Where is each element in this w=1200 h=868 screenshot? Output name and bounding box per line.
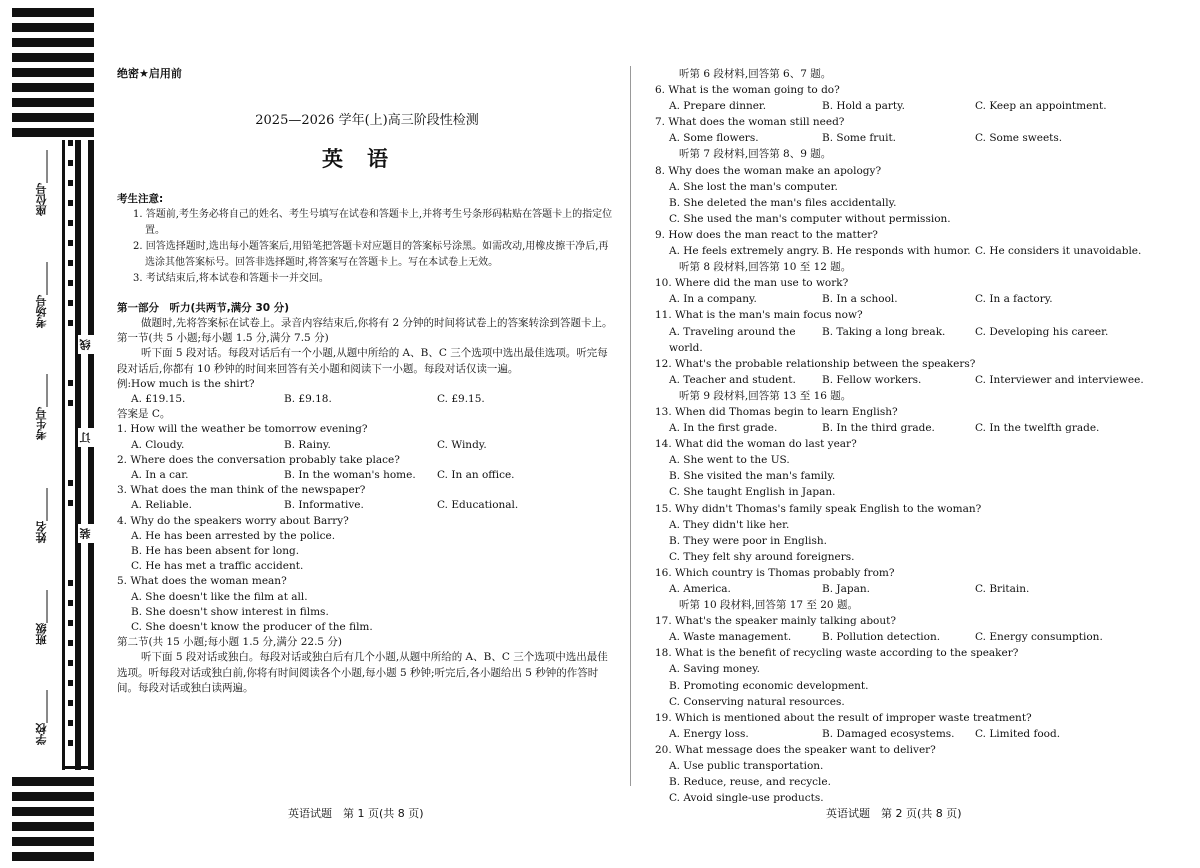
option: B. Reduce, reuse, and recycle. (669, 776, 831, 789)
option: B. In the third grade. (822, 422, 935, 435)
option: C. Britain. (975, 583, 1030, 595)
question-10: 10. Where did the man use to work? (655, 277, 849, 290)
question-6: 6. What is the woman going to do? (655, 84, 840, 97)
option: A. In a company. (669, 293, 757, 306)
option: A. Reliable. (131, 499, 192, 512)
page-footer-left: 英语试题 第 1 页(共 8 页) (288, 807, 424, 820)
option: C. She taught English in Japan. (669, 486, 836, 499)
binding-field-room: 考场号______ (35, 262, 48, 328)
subject-title: 英语 (322, 147, 412, 172)
binding-bar (12, 38, 94, 47)
dialogue-9-directions: 听第 9 段材料,回答第 13 至 16 题。 (679, 389, 852, 402)
option: C. £9.15. (437, 393, 485, 406)
question-7: 7. What does the woman still need? (655, 116, 845, 129)
option: C. Windy. (437, 438, 487, 451)
option: B. Some fruit. (822, 132, 896, 145)
question-3-options (117, 498, 617, 513)
option: B. He has been absent for long. (131, 545, 300, 558)
dialogue-10-directions: 听第 10 段材料,回答第 17 至 20 题。 (679, 599, 858, 612)
option: C. He considers it unavoidable. (975, 245, 1142, 258)
part1-heading: 第一部分 听力(共两节,满分 30 分) (117, 301, 290, 314)
option: B. Rainy. (284, 438, 331, 451)
binding-bar (12, 777, 94, 786)
option: A. America. (669, 583, 731, 595)
binding-field-examinee-no: 考生号______ (35, 374, 48, 440)
binding-strip (0, 0, 100, 868)
section1-heading: 第一节(共 5 小题;每小题 1.5 分,满分 7.5 分) (117, 332, 329, 345)
option: A. They didn't like her. (669, 518, 790, 531)
section2-directions: 听下面 5 段对话或独白。每段对话或独白后有几个小题,从题中所给的 A、B、C 三个选项中选出最佳选项。听每段对话或独白前,你将有时间阅读各个小题,每小题 5 秒钟;听完后,各小题给出 5 秒钟的作答时间。每段对话或独白读两遍。 (117, 651, 608, 694)
question-16-options (655, 581, 1155, 597)
question-18: 18. What is the benefit of recycling waste according to the speaker? (655, 647, 1019, 660)
option: B. She visited the man's family. (669, 470, 836, 483)
part1-intro: 做题时,先将答案标在试卷上。录音内容结束后,你将有 2 分钟的时间将试卷上的答案转涂到答题卡上。 (141, 317, 613, 330)
binding-mark-line: 线 (78, 335, 94, 354)
binding-field-seat: 座位号______ (35, 150, 48, 216)
option: A. He feels extremely angry. (669, 245, 820, 258)
binding-mark-bind: 装 (78, 524, 94, 543)
question-19: 19. Which is mentioned about the result of improper waste treatment? (655, 711, 1032, 724)
option: B. Damaged ecosystems. (822, 727, 955, 740)
right-page (655, 66, 1155, 806)
binding-bar (12, 128, 94, 137)
room-label: 考场号 (35, 295, 48, 328)
option: B. Taking a long break. (822, 325, 946, 338)
option: A. He has been arrested by the police. (131, 529, 336, 542)
question-13-options (655, 420, 1155, 436)
option: C. Conserving natural resources. (669, 695, 845, 708)
question-1-options (117, 438, 617, 453)
binding-bar (12, 23, 94, 32)
option: B. He responds with humor. (822, 245, 971, 258)
option: A. Some flowers. (669, 132, 759, 145)
binding-bar (12, 807, 94, 816)
option: C. In an office. (437, 469, 515, 482)
notice-list (117, 207, 617, 287)
question-4: 4. Why do the speakers worry about Barry? (117, 514, 349, 527)
binding-line (75, 140, 81, 770)
option: C. He has met a traffic accident. (131, 560, 304, 573)
binding-field-class: 班级______ (35, 590, 48, 645)
binding-bar (12, 792, 94, 801)
option: C. They felt shy around foreigners. (669, 550, 855, 563)
question-10-options (655, 291, 1155, 307)
option: B. £9.18. (284, 393, 332, 406)
page-divider (630, 66, 631, 786)
option: B. In the woman's home. (284, 469, 416, 482)
option: C. She used the man's computer without permission. (669, 212, 951, 225)
option: B. Informative. (284, 499, 364, 512)
dialogue-8-directions: 听第 8 段材料,回答第 10 至 12 题。 (679, 261, 852, 274)
option: A. Prepare dinner. (669, 100, 767, 113)
option: A. Energy loss. (669, 727, 749, 740)
option: B. Fellow workers. (822, 373, 922, 386)
binding-bar (12, 822, 94, 831)
dialogue-7-directions: 听第 7 段材料,回答第 8、9 题。 (679, 148, 832, 161)
option: C. Avoid single-use products. (669, 792, 824, 805)
option: C. Limited food. (975, 727, 1061, 740)
notice-item: 3. 考试结束后,将本试卷和答题卡一并交回。 (133, 272, 329, 284)
binding-bar (12, 8, 94, 17)
option: C. In a factory. (975, 293, 1053, 306)
binding-field-school: 学校______ (35, 690, 48, 745)
binding-bar (12, 98, 94, 107)
class-label: 班级 (35, 623, 48, 645)
page-footer-right: 英语试题 第 2 页(共 8 页) (826, 807, 962, 820)
option: A. Waste management. (669, 631, 792, 644)
option: A. In the first grade. (669, 422, 778, 435)
option: C. Keep an appointment. (975, 100, 1107, 113)
dialogue-6-directions: 听第 6 段材料,回答第 6、7 题。 (679, 68, 832, 80)
binding-bar (12, 68, 94, 77)
examinee-no-label: 考生号 (35, 407, 48, 440)
question-9-options (655, 243, 1155, 259)
binding-bar (12, 837, 94, 846)
question-17-options (655, 629, 1155, 645)
option: A. Teacher and student. (669, 373, 796, 386)
binding-line (62, 140, 65, 770)
option: A. In a car. (131, 469, 189, 482)
question-15: 15. Why didn't Thomas's family speak English to the woman? (655, 502, 982, 515)
option: A. £19.15. (131, 393, 186, 406)
exam-title: 2025—2026 学年(上)高三阶段性检测 (255, 113, 479, 129)
name-label: 姓名 (35, 521, 48, 543)
example-question: 例:How much is the shirt? (117, 377, 255, 390)
option: C. Some sweets. (975, 132, 1063, 145)
binding-bar (12, 113, 94, 122)
question-3: 3. What does the man think of the newspaper? (117, 484, 366, 497)
question-6-options (655, 98, 1155, 114)
question-2: 2. Where does the conversation probably take place? (117, 453, 400, 466)
option: C. In the twelfth grade. (975, 422, 1100, 435)
question-17: 17. What's the speaker mainly talking about? (655, 615, 896, 628)
binding-mark-order: 订 (78, 428, 94, 447)
seat-label: 座位号 (35, 183, 48, 216)
option: A. She doesn't like the film at all. (131, 590, 308, 603)
option: A. Traveling around the world. (669, 325, 796, 354)
option: C. Interviewer and interviewee. (975, 373, 1144, 386)
question-8: 8. Why does the woman make an apology? (655, 164, 882, 177)
binding-line (88, 140, 94, 770)
example-answer: 答案是 C。 (117, 408, 171, 421)
question-20: 20. What message does the speaker want to deliver? (655, 743, 936, 756)
school-label: 学校 (35, 723, 48, 745)
question-14: 14. What did the woman do last year? (655, 438, 857, 451)
left-page (117, 66, 617, 696)
binding-bar (12, 852, 94, 861)
binding-bar (12, 53, 94, 62)
question-11: 11. What is the man's main focus now? (655, 309, 863, 322)
question-2-options (117, 468, 617, 483)
question-19-options (655, 726, 1155, 742)
question-1: 1. How will the weather be tomorrow evening? (117, 423, 368, 436)
binding-bar (12, 83, 94, 92)
question-13: 13. When did Thomas begin to learn English? (655, 405, 898, 418)
example-options (117, 392, 617, 407)
option: B. She doesn't show interest in films. (131, 605, 329, 618)
question-16: 16. Which country is Thomas probably from? (655, 566, 895, 579)
question-7-options (655, 130, 1155, 146)
question-9: 9. How does the man react to the matter? (655, 228, 878, 241)
notice-item: 1. 答题前,考生务必将自己的姓名、考生号填写在试卷和答题卡上,并将考生号条形码粘贴在答题卡上的指定位置。 (133, 208, 613, 236)
option: B. Promoting economic development. (669, 679, 869, 692)
option: B. She deleted the man's files accidentally. (669, 196, 897, 209)
option: C. Developing his career. (975, 325, 1109, 338)
confidential-mark: 绝密★启用前 (117, 67, 182, 80)
option: A. She went to the US. (669, 454, 790, 467)
option: A. Use public transportation. (669, 760, 824, 773)
question-12-options (655, 372, 1155, 388)
question-11-options (655, 324, 1155, 356)
question-5: 5. What does the woman mean? (117, 575, 287, 588)
section1-directions: 听下面 5 段对话。每段对话后有一个小题,从题中所给的 A、B、C 三个选项中选出最佳选项。听完每段对话后,你都有 10 秒钟的时间来回答有关小题和阅读下一小题。每段对话仅读一遍。 (117, 347, 608, 375)
option: C. Educational. (437, 499, 519, 512)
option: B. They were poor in English. (669, 534, 827, 547)
notice-item: 2. 回答选择题时,选出每小题答案后,用铅笔把答题卡对应题目的答案标号涂黑。如需改动,用橡皮擦干净后,再选涂其他答案标号。回答非选择题时,将答案写在答题卡上。写在本试卷上无效。 (133, 240, 609, 268)
option: B. Pollution detection. (822, 631, 941, 644)
notice-heading: 考生注意: (117, 192, 164, 205)
question-12: 12. What's the probable relationship between the speakers? (655, 357, 976, 370)
section2-heading: 第二节(共 15 小题;每小题 1.5 分,满分 22.5 分) (117, 636, 343, 649)
binding-field-name: 姓名______ (35, 488, 48, 543)
option: A. Saving money. (669, 663, 760, 676)
option: B. In a school. (822, 293, 898, 306)
option: A. Cloudy. (131, 438, 185, 451)
option: B. Hold a party. (822, 100, 905, 113)
option: A. She lost the man's computer. (669, 180, 838, 193)
option: C. Energy consumption. (975, 631, 1103, 644)
option: B. Japan. (822, 583, 870, 595)
option: C. She doesn't know the producer of the film. (131, 621, 373, 634)
